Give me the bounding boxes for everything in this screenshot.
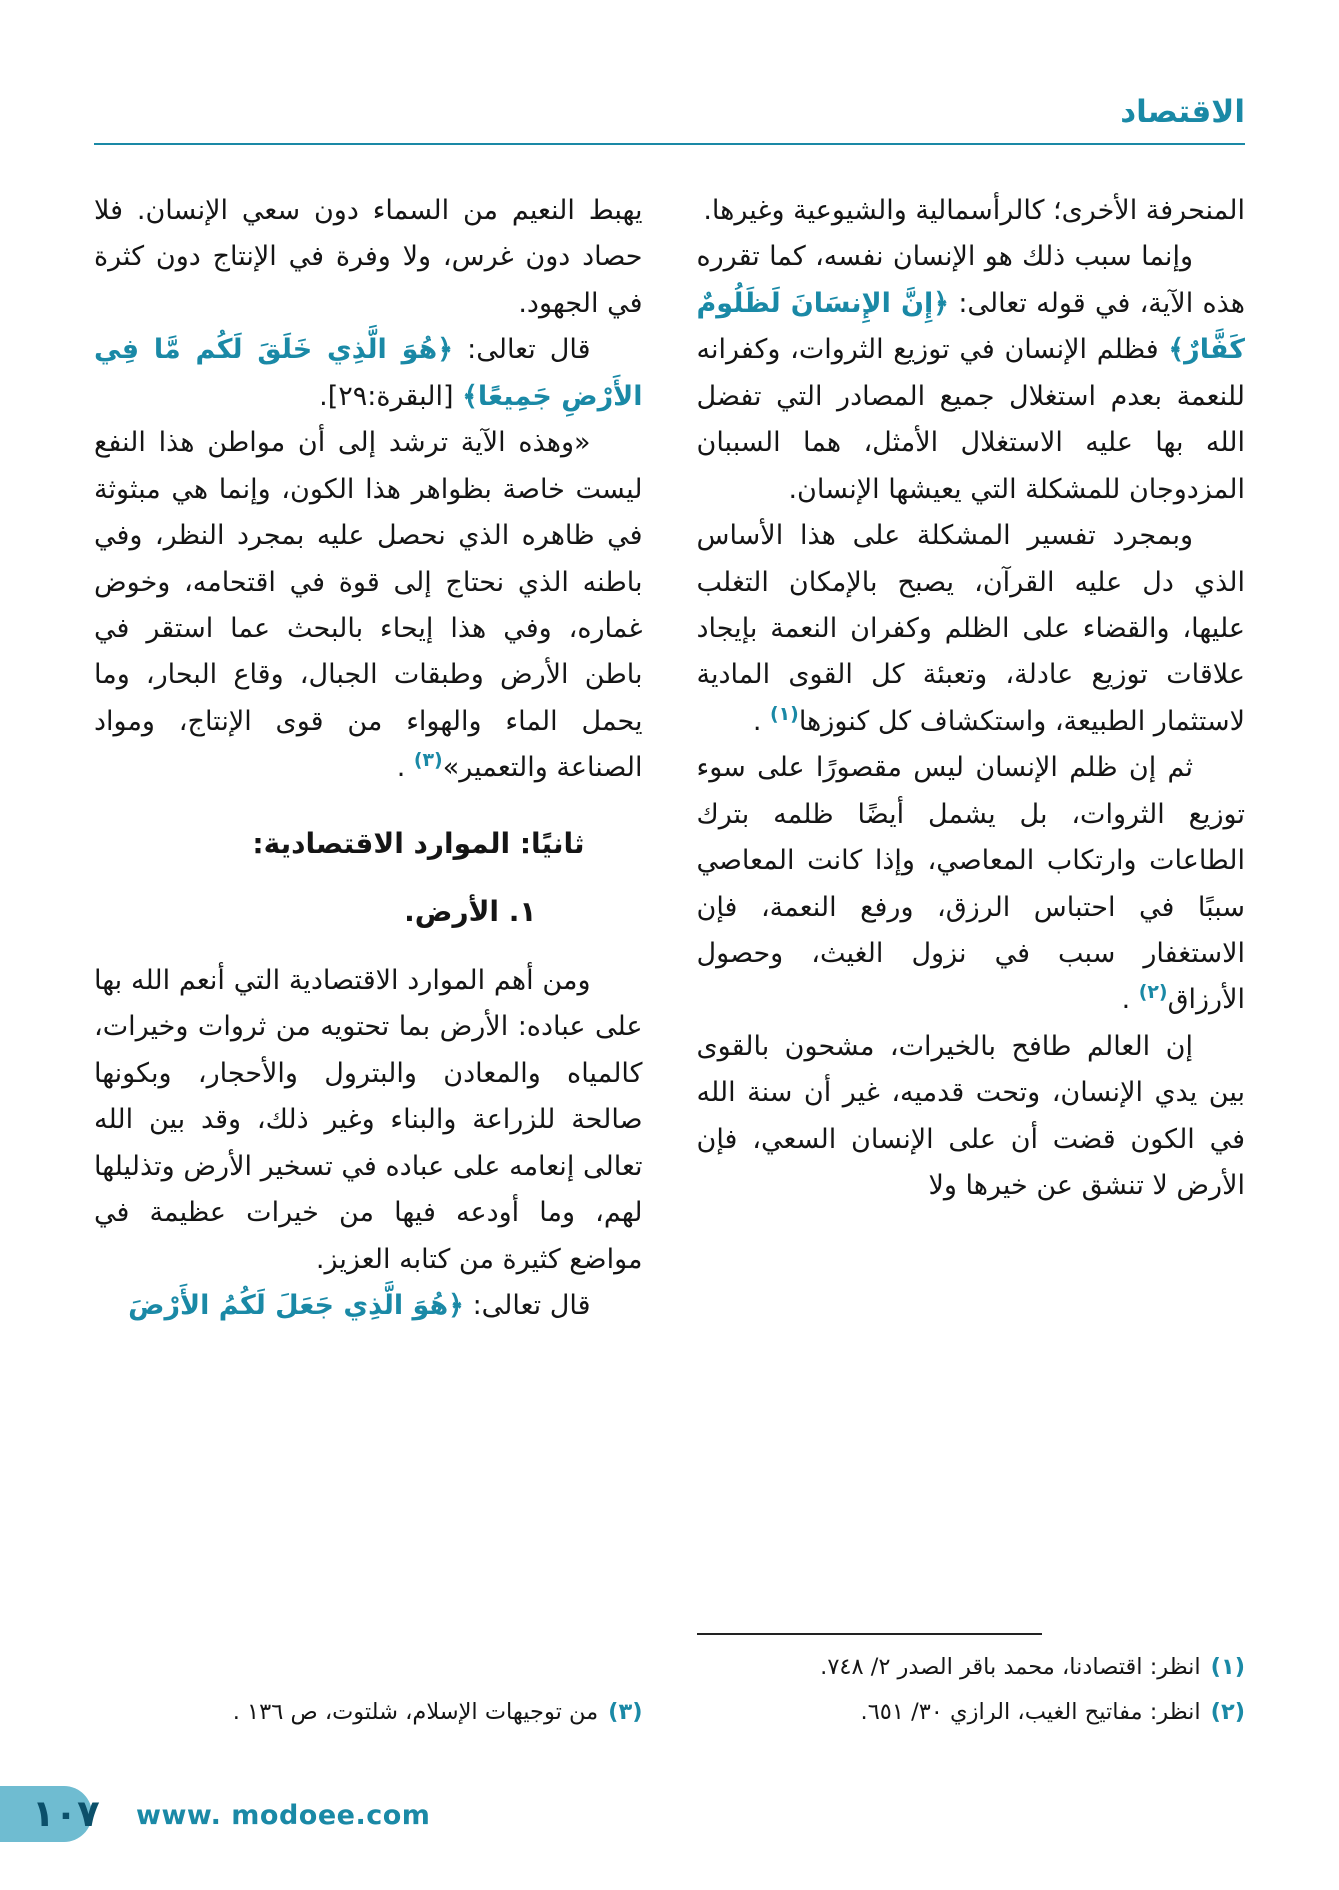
text-run: .: [1121, 984, 1139, 1016]
paragraph: [94, 1283, 643, 1329]
footnote: [697, 1649, 1246, 1685]
footnote: [94, 1694, 643, 1730]
paragraph: [697, 745, 1246, 1024]
paragraph: [94, 958, 643, 1283]
page-header-title: الاقتصاد: [1120, 94, 1245, 130]
column-right-text: [697, 188, 1246, 1627]
footnote-number: (٣): [608, 1698, 643, 1725]
footnote-marker: (٢): [1138, 981, 1168, 1004]
footnotes-left: [94, 1688, 643, 1738]
text-run: .: [396, 752, 414, 784]
text-run: ثم إن ظلم الإنسان ليس مقصورًا على سوء توزيع الثروات، بل يشمل أيضًا ظلمه بترك الطاعات وارتكاب المعاصي، وإذا كانت المعاصي سببًا في احتباس الرزق، ورفع النعمة، فإن الاستغفار سبب في نزول الغيث، وحصول الأرزاق: [696, 752, 1245, 1016]
text-run: المنحرفة الأخرى؛ كالرأسمالية والشيوعية وغيرها.: [703, 195, 1245, 226]
paragraph: [94, 420, 643, 792]
section-heading: [94, 820, 643, 868]
page-footer: [0, 1784, 460, 1846]
text-run: يهبط النعيم من السماء دون سعي الإنسان. فلا حصاد دون غرس، ولا وفرة في الإنتاج دون كثرة في الجهود.: [94, 195, 643, 319]
text-run: ثانيًا: الموارد الاقتصادية:: [252, 826, 585, 860]
text-run: إن العالم طافح بالخيرات، مشحون بالقوى بين يدي الإنسان، وتحت قدميه، غير أن سنة الله في الكون قضت أن على الإنسان السعي، فإن الأرض لا تنشق عن خيرها ولا: [696, 1030, 1245, 1202]
header-rule: [94, 143, 1245, 145]
text-run: قال تعالى:: [453, 334, 591, 366]
footnote-text: من توجيهات الإسلام، شلتوت، ص ١٣٦ .: [232, 1698, 599, 1725]
paragraph: [697, 1024, 1246, 1210]
sub-heading: [94, 888, 643, 936]
paragraph: [697, 188, 1246, 234]
paragraph: [697, 513, 1246, 745]
quran-verse: ﴿هُوَ الَّذِي خَلَقَ لَكُم مَّا فِي الأَرْضِ جَمِيعًا﴾: [94, 334, 643, 412]
content-columns: [94, 188, 1245, 1738]
text-run: قال تعالى:: [463, 1290, 591, 1322]
page-number: ١٠٧: [32, 1792, 100, 1835]
text-run: .: [752, 705, 770, 737]
quran-verse: ﴿هُوَ الَّذِي جَعَلَ لَكُمُ الأَرْضَ: [128, 1290, 464, 1322]
column-right: [697, 188, 1246, 1738]
paragraph: [94, 327, 643, 420]
text-run: [البقرة:٢٩].: [319, 380, 463, 412]
footnote-marker: (٣): [413, 749, 443, 772]
text-run: وبمجرد تفسير المشكلة على هذا الأساس الذي دل عليه القرآن، يصبح بالإمكان التغلب عليها، والقضاء على الظلم وكفران النعمة بإيجاد علاقات توزيع عادلة، وتعبئة كل القوى المادية لاستثمار الطبيعة، واستكشاف كل كنوزها: [696, 520, 1245, 737]
column-left: [94, 188, 643, 1738]
text-run: ومن أهم الموارد الاقتصادية التي أنعم الله بها على عباده: الأرض بما تحتويه من ثروات وخيرات، كالمياه والمعادن والبترول والأحجار، وبكونها صالحة للزراعة والبناء وغير ذلك، وقد بين الله تعالى إنعامه على عباده في تسخير الأرض وتذليلها لهم، وما أودعه فيها من خيرات عظيمة في مواضع كثيرة من كتابه العزيز.: [94, 965, 643, 1275]
text-run: وإنما سبب ذلك هو الإنسان نفسه، كما تقرره هذه الآية، في قوله تعالى:: [696, 241, 1245, 319]
footnote-text: انظر: مفاتيح الغيب، الرازي ٣٠/ ٦٥١.: [860, 1698, 1201, 1725]
footnote-number: (١): [1210, 1654, 1245, 1681]
website-link[interactable]: www. modoee.com: [136, 1800, 431, 1831]
column-left-text: [94, 188, 643, 1688]
footnote-number: (٢): [1210, 1698, 1245, 1725]
page-header: [94, 94, 1245, 145]
text-run: «وهذه الآية ترشد إلى أن مواطن هذا النفع ليست خاصة بظواهر هذا الكون، وإنما هي مبثوثة في ظاهره الذي نحصل عليه بمجرد النظر، وفي باطنه الذي نحتاج إلى قوة في اقتحامه، وخوض غماره، وفي هذا إيحاء بالبحث عما استقر في باطن الأرض وطبقات الجبال، وقاع البحار، وما يحمل الماء والهواء من قوى الإنتاج، ومواد الصناعة والتعمير»: [94, 427, 643, 784]
footnote-marker: (١): [770, 702, 799, 725]
footnote: [697, 1694, 1246, 1730]
footnote-separator: [697, 1633, 1042, 1635]
text-run: فظلم الإنسان في توزيع الثروات، وكفرانه للنعمة بعدم استغلال جميع المصادر التي تفضل الله بها عليه الاستغلال الأمثل، هما السببان المزدوجان للمشكلة التي يعيشها الإنسان.: [696, 334, 1245, 505]
paragraph: [697, 234, 1246, 513]
paragraph: [94, 188, 643, 327]
footnotes-right: [697, 1627, 1246, 1738]
text-run: ١. الأرض.: [404, 894, 537, 928]
quran-verse: ﴿إِنَّ الإِنسَانَ لَظَلُومٌ كَفَّارٌ﴾: [696, 287, 1245, 366]
footnote-text: انظر: اقتصادنا، محمد باقر الصدر ٢/ ٧٤٨.: [820, 1654, 1201, 1681]
